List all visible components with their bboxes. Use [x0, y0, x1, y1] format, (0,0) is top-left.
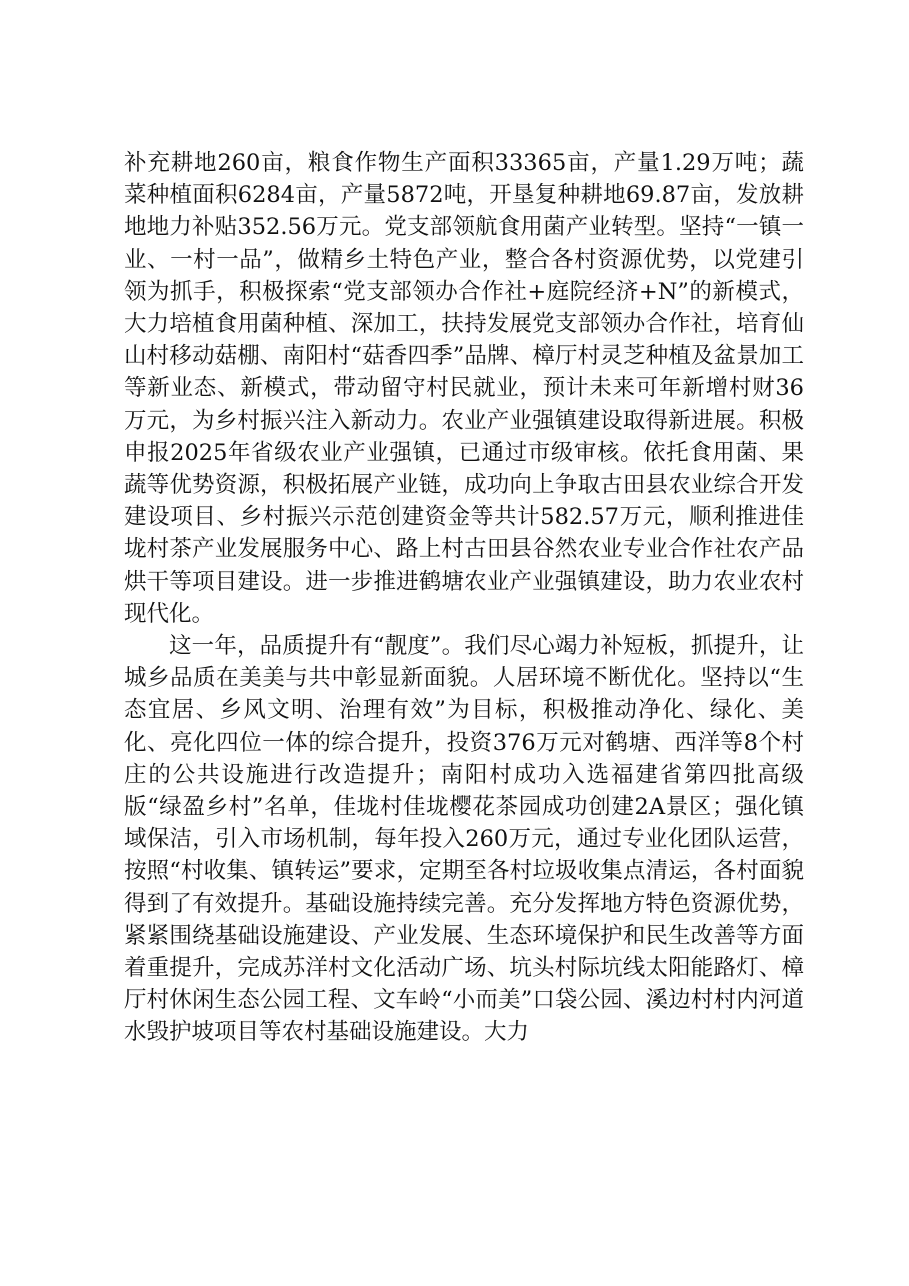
- paragraph-agriculture: 补充耕地260亩，粮食作物生产面积33365亩，产量1.29万吨；蔬菜种植面积6284亩，产量5872吨，开垦复种耕地69.87亩，发放耕地地力补贴352.56万元。党支部领航食用菌产业转型。坚持“一镇一业、一村一品”，做精乡土特色产业，整合各村资源优势，以党建引领为抓手，积极探索“党支部领办合作社+庭院经济+N”的新模式，大力培植食用菌种植、深加工，扶持发展党支部领办合作社，培育仙山村移动菇棚、南阳村“菇香四季”品牌、樟厅村灵芝种植及盆景加工等新业态、新模式，带动留守村民就业，预计未来可年新增村财36万元，为乡村振兴注入新动力。农业产业强镇建设取得新进展。积极申报2025年省级农业产业强镇，已通过市级审核。依托食用菌、果蔬等优势资源，积极拓展产业链，成功向上争取古田县农业综合开发建设项目、乡村振兴示范创建资金等共计582.57万元，顺利推进佳垅村茶产业发展服务中心、路上村古田县谷然农业专业合作社农产品烘干等项目建设。进一步推进鹤塘农业产业强镇建设，助力农业农村现代化。: [124, 150, 804, 627]
- document-body: [124, 147, 804, 1049]
- paragraph-quality-improvement: 这一年，品质提升有“靓度”。我们尽心竭力补短板，抓提升，让城乡品质在美美与共中彰显新面貌。人居环境不断优化。坚持以“生态宜居、乡风文明、治理有效”为目标，积极推动净化、绿化、美化、亮化四位一体的综合提升，投资376万元对鹤塘、西洋等8个村庄的公共设施进行改造提升；南阳村成功入选福建省第四批高级版“绿盈乡村”名单，佳垅村佳垅樱花茶园成功创建2A景区；强化镇域保洁，引入市场机制，每年投入260万元，通过专业化团队运营，按照“村收集、镇转运”要求，定期至各村垃圾收集点清运，各村面貌得到了有效提升。基础设施持续完善。充分发挥地方特色资源优势，紧紧围绕基础设施建设、产业发展、生态环境保护和民生改善等方面着重提升，完成苏洋村文化活动广场、坑头村际坑线太阳能路灯、樟厅村休闲生态公园工程、文车岭“小而美”口袋公园、溪边村村内河道水毁护坡项目等农村基础设施建设。大力: [124, 633, 804, 1046]
